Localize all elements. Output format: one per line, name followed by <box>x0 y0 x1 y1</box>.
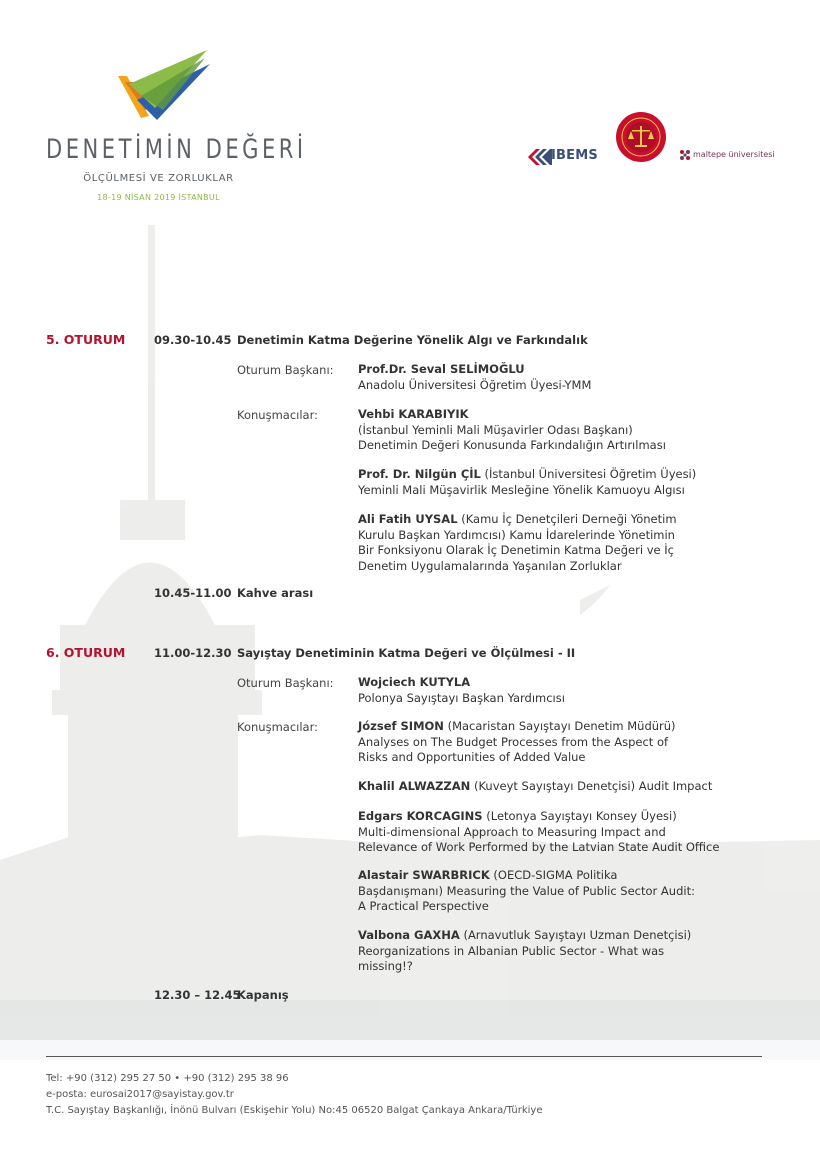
speaker-entry <box>358 719 738 766</box>
session-6-chair <box>358 675 738 706</box>
speaker-role: (İstanbul Üniversitesi Öğretim Üyesi) <box>480 467 697 481</box>
speaker-line: missing!? <box>358 959 413 973</box>
speaker-name: Valbona GAXHA <box>358 928 460 942</box>
speaker-line: Denetim Uygulamalarında Yaşanılan Zorluklar <box>358 558 622 573</box>
speaker-line: Denetimin Değeri Konusunda Farkındalığın Artırılması <box>358 438 666 452</box>
session-5-number: 5. OTURUM <box>46 332 126 347</box>
speaker-entry <box>358 809 738 856</box>
ibems-logo-text: IBEMS <box>551 148 598 163</box>
speaker-role: (Macaristan Sayıştayı Denetim Müdürü) <box>443 719 676 733</box>
chair-name: Wojciech KUTYLA <box>358 675 471 689</box>
session-5-speakers-label: Konuşmacılar: <box>237 408 318 422</box>
chair-name: Prof.Dr. Seval SELİMOĞLU <box>358 362 525 376</box>
speaker-role: (Arnavutluk Sayıştayı Uzman Denetçisi) <box>459 928 692 942</box>
footer-address: T.C. Sayıştay Başkanlığı, İnönü Bulvarı (Eskişehir Yolu) No:45 06520 Balgat Çankaya Ankara/Türkiye <box>46 1105 543 1116</box>
speaker-role: (Kuveyt Sayıştayı Denetçisi) Audit Impact <box>470 779 713 793</box>
chair-affiliation: Anadolu Üniversitesi Öğretim Üyesi-YMM <box>358 377 592 392</box>
brand-subtitle: ÖLÇÜLMESİ VE ZORLUKLAR <box>83 173 234 184</box>
footer-phone: Tel: +90 (312) 295 27 50 • +90 (312) 295 38 96 <box>46 1073 289 1084</box>
closing-time: 12.30 – 12.45 <box>154 988 241 1002</box>
session-5-chair-label: Oturum Başkanı: <box>237 363 334 377</box>
speaker-name: Khalil ALWAZZAN <box>358 779 471 793</box>
sayistay-seal-icon <box>615 111 667 163</box>
speaker-role: (OECD-SIGMA Politika <box>489 868 618 882</box>
session-6-number: 6. OTURUM <box>46 645 126 660</box>
speaker-line: Analyses on The Budget Processes from the Aspect of <box>358 734 669 749</box>
session-6-chair-label: Oturum Başkanı: <box>237 676 334 690</box>
speaker-line: Başdanışmanı) Measuring the Value of Public Sector Audit: <box>358 883 695 898</box>
session-5-time: 09.30-10.45 <box>154 333 232 347</box>
speaker-line: Relevance of Work Performed by the Latvian State Audit Office <box>358 840 720 854</box>
speaker-role: (Kamu İç Denetçileri Derneği Yönetim <box>457 512 677 526</box>
speaker-line: (İstanbul Yeminli Mali Müşavirler Odası Başkanı) <box>358 422 633 437</box>
speaker-name: Alastair SWARBRICK <box>358 868 490 882</box>
maltepe-logo-text: maltepe üniversitesi <box>693 150 775 159</box>
speaker-line: Kurulu Başkan Yardımcısı) Kamu İdarelerinde Yönetimin <box>358 527 675 542</box>
footer-email[interactable]: e-posta: eurosai2017@sayistay.gov.tr <box>46 1089 234 1100</box>
brand-title: DENETİMİN DEĞERİ <box>46 134 307 165</box>
session-6-time: 11.00-12.30 <box>154 646 232 660</box>
chair-affiliation: Polonya Sayıştayı Başkan Yardımcısı <box>358 690 565 705</box>
speaker-entry <box>358 868 738 915</box>
speaker-line: Bir Fonksiyonu Olarak İç Denetimin Katma Değeri ve İç <box>358 543 674 557</box>
speaker-name: Edgars KORCAGINS <box>358 809 483 823</box>
speaker-name: Ali Fatih UYSAL <box>358 512 458 526</box>
maltepe-logo-icon <box>678 148 692 162</box>
speaker-name: József SIMON <box>358 719 444 733</box>
speaker-name: Vehbi KARABIYIK <box>358 407 469 421</box>
speaker-line: Reorganizations in Albanian Public Sector - What was <box>358 943 665 958</box>
speaker-line: Yeminli Mali Müşavirlik Mesleğine Yönelik Kamuoyu Algısı <box>358 482 685 497</box>
speaker-line: Risks and Opportunities of Added Value <box>358 750 586 764</box>
session-5-chair <box>358 362 738 393</box>
speaker-line: A Practical Perspective <box>358 899 489 913</box>
closing-label: Kapanış <box>237 988 289 1002</box>
speaker-entry <box>358 779 738 795</box>
speaker-name: Prof. Dr. Nilgün ÇİL <box>358 467 481 481</box>
footer-divider <box>46 1056 762 1057</box>
break-time: 10.45-11.00 <box>154 586 232 600</box>
brand-date: 18-19 NİSAN 2019 İSTANBUL <box>97 193 220 202</box>
break-label: Kahve arası <box>237 586 314 600</box>
session-6-title: Sayıştay Denetiminin Katma Değeri ve Ölçülmesi - II <box>237 646 576 660</box>
speaker-line: Multi-dimensional Approach to Measuring Impact and <box>358 824 666 839</box>
conference-logo-icon <box>115 48 215 120</box>
speaker-entry <box>358 407 738 454</box>
speaker-role: (Letonya Sayıştayı Konsey Üyesi) <box>482 809 677 823</box>
speaker-entry <box>358 467 738 498</box>
speaker-entry <box>358 512 738 574</box>
session-5-title: Denetimin Katma Değerine Yönelik Algı ve Farkındalık <box>237 333 588 347</box>
session-6-speakers-label: Konuşmacılar: <box>237 720 318 734</box>
speaker-entry <box>358 928 738 975</box>
